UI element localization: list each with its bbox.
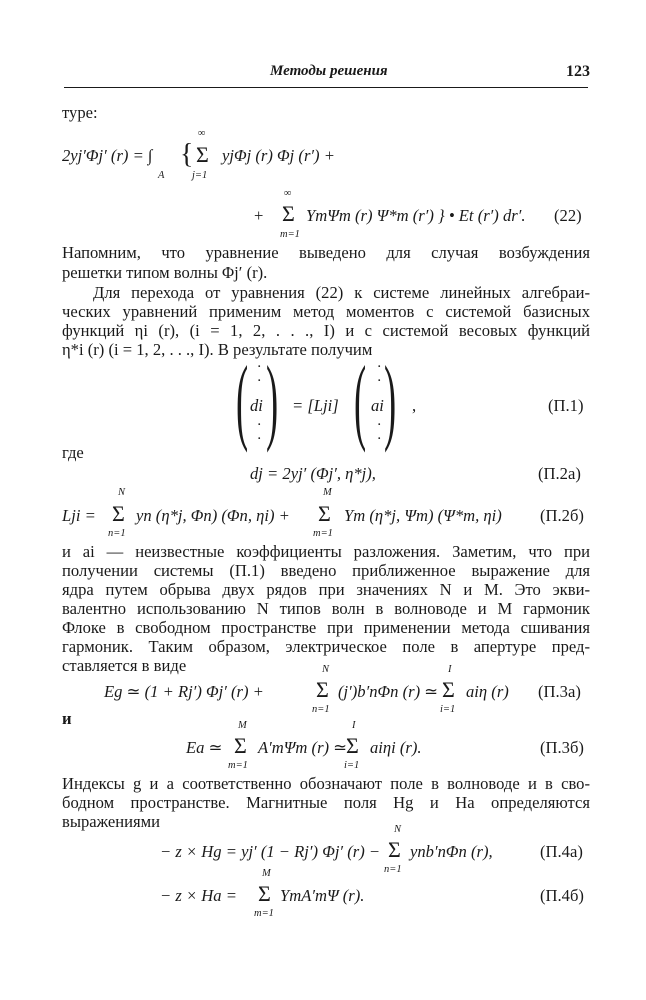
p1-right-paren-2: ) [384,346,397,453]
p1-right-paren-1: ) [266,346,279,453]
eq22-label: (22) [554,206,582,225]
text-line: Индексы g и a соответственно обозначают поле в волноводе и в сво- [62,774,590,793]
p3b-sum1-upper: M [238,720,247,731]
p3b-sum2-sigma: Σ [346,733,359,758]
eq22-plus: + [254,206,264,225]
p1-label: (П.1) [548,396,584,415]
p2b-sum1-sigma: Σ [112,501,125,526]
eq22-brace: { [180,139,194,170]
p3a-sum2-lower: i=1 [440,704,456,715]
p1-vdots: · · [377,359,381,389]
text-line: Напомним, что уравнение выведено для случая возбуждения [62,243,590,262]
p1-left-paren-1: ( [236,346,249,453]
p4a-sum-lower: n=1 [384,864,402,875]
p4a-sum-upper: N [394,824,402,835]
p1-vdots: · · [257,359,261,389]
p3a-sum1-upper: N [322,664,330,675]
eq22-sum2-upper: ∞ [284,188,292,199]
text-line: η*i (r) (i = 1, 2, . . ., I). В результате получим [62,340,373,359]
running-title: Методы решения [270,63,388,79]
p2b-mid: yn (η*j, Φn) (Φn, ηi) + [136,506,290,525]
eq22-sum2-lower: m=1 [280,229,300,240]
p1-left-paren-2: ( [354,346,367,453]
p3b-label: (П.3б) [540,738,584,757]
p3a-rhs: aiη (r) [466,682,509,701]
p3b-sum1-lower: m=1 [228,760,248,771]
p3b-sum1-sigma: Σ [234,733,247,758]
p2b-rhs: Ym (η*j, Ψm) (Ψ*m, ηi) [344,506,502,525]
p4b-lhs: − z × Ha = [160,886,237,905]
eq-p2a-label: (П.2а) [538,464,581,483]
p4a-sum-sigma: Σ [388,837,401,862]
p2b-sum2-sigma: Σ [318,501,331,526]
p3b-lhs: Ea ≃ [186,738,223,757]
p4b-sum-upper: M [262,868,271,879]
p2b-lhs: Lji = [62,506,96,525]
p3b-sum2-upper: I [352,720,356,731]
p4b-rhs: YmA′mΨ (r). [280,886,365,905]
text-line: бодном пространстве. Магнитные поля Hg и Ha определяются [62,793,590,812]
text-line: валентно использованию N типов волн в волноводе и M гармоник [62,599,590,618]
text-line: и ai — неизвестные коэффициенты разложения. Заметим, что при [62,542,590,561]
eq22-sum1-upper: ∞ [198,128,206,139]
p4b-sum-sigma: Σ [258,881,271,906]
p1-comma: , [412,396,417,415]
eq22-integral-lower: A [158,170,165,181]
text-line: туре: [62,103,98,122]
p2b-sum1-upper: N [118,487,126,498]
p2b-sum2-upper: M [323,487,332,498]
page-number: 123 [566,63,590,80]
p2b-sum2-lower: m=1 [313,528,333,539]
text-line: ядра путем обрыва двух рядов при значениях N и M. Это экви- [62,580,590,599]
p3a-label: (П.3а) [538,682,581,701]
p4a-label: (П.4а) [540,842,583,861]
eq22-lhs: 2yj′Φj′ (r) = ∫ [62,146,153,165]
p3a-sum1-lower: n=1 [312,704,330,715]
p2b-label: (П.2б) [540,506,584,525]
text-line: получении системы (П.1) введено приближенное выражение для [62,561,590,580]
eq22-sum1-lower: j=1 [192,170,208,181]
eq22-sum1-sigma: Σ [196,142,209,167]
text-line: Для перехода от уравнения (22) к системе линейных алгебраи- [93,283,590,302]
p3a-lhs: Eg ≃ (1 + Rj′) Φj′ (r) + [104,682,264,701]
p1-ai: ai [371,396,384,415]
p4b-sum-lower: m=1 [254,908,274,919]
text-line: ставляется в виде [62,656,187,675]
p3a-sum2-sigma: Σ [442,677,455,702]
p1-di: di [250,396,263,415]
p1-vdots: · · [377,417,381,447]
text-line: гармоник. Таким образом, электрическое поле в апертуре пред- [62,637,590,656]
text-line: выражениями [62,812,161,831]
eq-p2a: dj = 2yj′ (Φj′, η*j), [250,464,376,483]
p3b-mid: A′mΨm (r) ≃ [258,738,348,757]
p3a-mid: (j′)b′nΦn (r) ≃ [338,682,439,701]
p4b-label: (П.4б) [540,886,584,905]
p3b-sum2-lower: i=1 [344,760,360,771]
text-line: где [62,443,84,462]
text-line: решетки типом волны Φj′ (r). [62,263,268,282]
p2b-sum1-lower: n=1 [108,528,126,539]
p4a-rhs: ynb′nΦn (r), [410,842,493,861]
p3a-sum1-sigma: Σ [316,677,329,702]
p4a-lhs: − z × Hg = yj′ (1 − Rj′) Φj′ (r) − [160,842,381,861]
text-line: и [62,709,72,728]
p3a-sum2-upper: I [448,664,452,675]
text-line: ческих уравнений применим метод моментов с системой базисных [62,302,590,321]
p1-vdots: · · [257,417,261,447]
header-rule [64,87,588,88]
eq22-rhs2: YmΨm (r) Ψ*m (r′) } • Et (r′) dr′. [306,206,526,225]
p3b-rhs: aiηi (r). [370,738,422,757]
text-line: функций ηi (r), (i = 1, 2, . . ., I) и с системой весовых функций [62,321,590,340]
text-line: Флоке в свободном пространстве при применении метода сшивания [62,618,590,637]
p1-matrix: = [Lji] [292,396,339,415]
eq22-rhs1: yjΦj (r) Φj (r′) + [222,146,335,165]
eq22-sum2-sigma: Σ [282,201,295,226]
